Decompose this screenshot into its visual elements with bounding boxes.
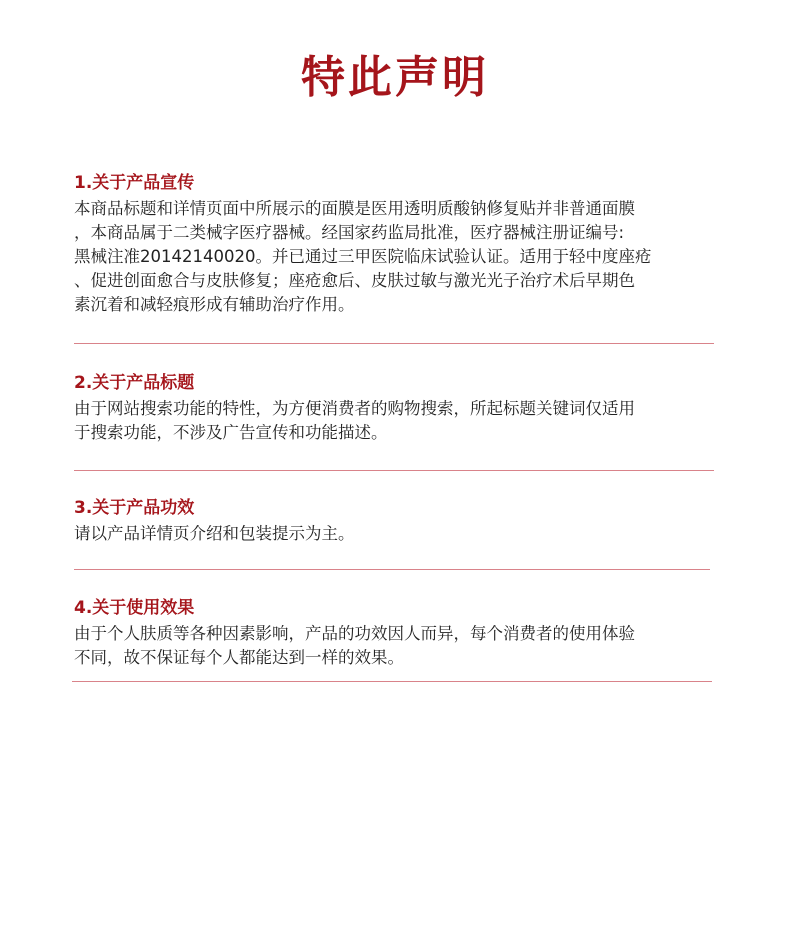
section-divider [74, 343, 714, 344]
section-body [74, 197, 716, 317]
section-heading: 3.关于产品功效 [74, 498, 195, 518]
body-line: ，本商品属于二类械字医疗器械。经国家药监局批准，医疗器械注册证编号: [74, 223, 625, 242]
statement-section-product-efficacy [74, 497, 716, 546]
body-line: 由于网站搜索功能的特性，为方便消费者的购物搜索，所起标题关键词仅适用 [74, 399, 635, 418]
body-line: 不同，故不保证每个人都能达到一样的效果。 [74, 648, 404, 667]
section-divider [74, 569, 710, 570]
body-line: 黑械注准20142140020。并已通过三甲医院临床试验认证。适用于轻中度座疮 [74, 247, 652, 266]
section-heading: 4.关于使用效果 [74, 598, 195, 618]
statement-section-product-promotion [74, 172, 716, 317]
body-line: 素沉着和减轻痕形成有辅助治疗作用。 [74, 295, 355, 314]
section-heading: 1.关于产品宣传 [74, 173, 195, 193]
body-line: 请以产品详情页介绍和包装提示为主。 [74, 524, 355, 543]
body-line: 、促进创面愈合与皮肤修复；座疮愈后、皮肤过敏与激光光子治疗术后早期色 [74, 271, 635, 290]
body-line: 于搜索功能，不涉及广告宣传和功能描述。 [74, 423, 388, 442]
body-line: 本商品标题和详情页面中所展示的面膜是医用透明质酸钠修复贴并非普通面膜 [74, 199, 635, 218]
section-body [74, 397, 716, 445]
section-heading: 2.关于产品标题 [74, 373, 195, 393]
page-title: 特此声明 [301, 52, 489, 103]
section-divider [72, 681, 712, 682]
section-body [74, 622, 716, 670]
body-line: 由于个人肤质等各种因素影响，产品的功效因人而异，每个消费者的使用体验 [74, 624, 635, 643]
section-divider [74, 470, 714, 471]
statement-section-usage-results [74, 597, 716, 670]
section-body [74, 522, 716, 546]
statement-section-product-title [74, 372, 716, 445]
